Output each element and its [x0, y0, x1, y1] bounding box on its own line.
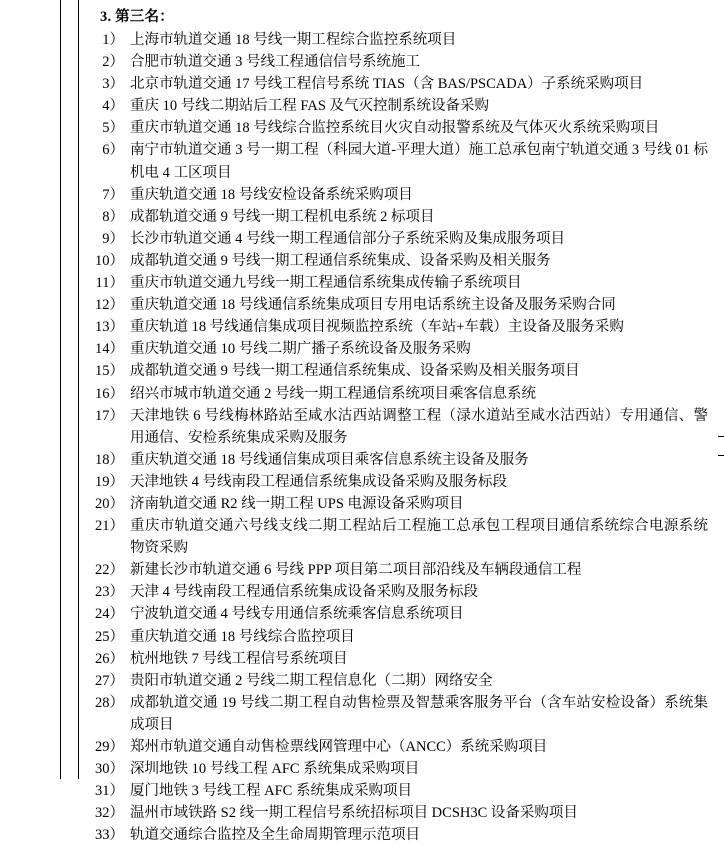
list-item [92, 139, 708, 183]
list-item [92, 603, 708, 625]
list-item-text: 天津地铁 4 号线南段工程通信系统集成设备采购及服务标段 [130, 473, 507, 490]
list-item [92, 692, 708, 736]
list-item-number: 6） [102, 142, 124, 159]
list-item [92, 405, 708, 449]
project-list [92, 29, 708, 846]
page-border-inner [78, 0, 79, 779]
list-item-number: 16） [95, 385, 124, 402]
list-item-number: 28） [95, 694, 124, 711]
margin-tick-bottom [718, 455, 724, 456]
list-item-number: 17） [95, 407, 124, 424]
list-item-number: 32） [95, 805, 124, 822]
list-item-text: 南宁市轨道交通 3 号一期工程（科园大道-平理大道）施工总承包南宁轨道交通 3 号线 01 标机电 4 工区项目 [130, 142, 708, 181]
list-item-number: 27） [95, 672, 124, 689]
list-item-text: 深圳地铁 10 号线工程 AFC 系统集成采购项目 [130, 761, 420, 778]
list-item [92, 670, 708, 692]
list-item [92, 802, 708, 824]
list-item-text: 新建长沙市轨道交通 6 号线 PPP 项目第二项目部沿线及车辆段通信工程 [130, 562, 582, 579]
list-item-text: 成都轨道交通 9 号线一期工程通信系统集成、设备采购及相关服务 [130, 252, 551, 269]
list-item-text: 绍兴市城市轨道交通 2 号线一期工程通信系统项目乘客信息系统 [130, 385, 536, 402]
list-item-number: 25） [95, 628, 124, 645]
list-item-text: 重庆市轨道交通九号线一期工程通信系统集成传输子系统项目 [130, 275, 522, 292]
list-item [92, 515, 708, 559]
list-item-number: 7） [102, 186, 124, 203]
list-item-text: 杭州地铁 7 号线工程信号系统项目 [130, 650, 348, 667]
list-item-number: 12） [95, 297, 124, 314]
list-item [92, 29, 708, 51]
list-item-number: 11） [95, 275, 124, 292]
list-item [92, 493, 708, 515]
list-item-number: 3） [102, 76, 124, 93]
list-item-number: 22） [95, 562, 124, 579]
list-item-number: 10） [95, 252, 124, 269]
list-item-number: 21） [95, 518, 124, 535]
list-item [92, 184, 708, 206]
list-item-text: 重庆轨道交通 18 号线综合监控项目 [130, 628, 355, 645]
list-item [92, 449, 708, 471]
list-item-text: 济南轨道交通 R2 线一期工程 UPS 电源设备采购项目 [130, 495, 464, 512]
list-item-number: 2） [102, 54, 124, 71]
list-item-number: 26） [95, 650, 124, 667]
section-heading: 3. 第三名： [100, 9, 174, 25]
list-item [92, 471, 708, 493]
list-item [92, 316, 708, 338]
list-item [92, 338, 708, 360]
list-item-text: 重庆市轨道交通 18 号线综合监控系统目火灾自动报警系统及气体灭火系统采购项目 [130, 120, 660, 137]
list-item [92, 383, 708, 405]
list-item-text: 温州市域铁路 S2 线一期工程信号系统招标项目 DCSH3C 设备采购项目 [130, 805, 578, 822]
list-item [92, 559, 708, 581]
list-item-text: 上海市轨道交通 18 号线一期工程综合监控系统项目 [130, 32, 457, 48]
list-item [92, 648, 708, 670]
list-item [92, 272, 708, 294]
list-item-text: 长沙市轨道交通 4 号线一期工程通信部分子系统采购及集成服务项目 [130, 230, 565, 247]
list-item [92, 736, 708, 758]
page-border-outer [60, 0, 61, 779]
list-item-text: 厦门地铁 3 号线工程 AFC 系统集成采购项目 [130, 783, 412, 800]
list-item-number: 29） [95, 739, 124, 755]
list-item [92, 581, 708, 603]
list-item [92, 824, 708, 846]
list-item-text: 郑州市轨道交通自动售检票线网管理中心（ANCC）系统采购项目 [130, 739, 548, 755]
list-item [92, 95, 708, 117]
list-item [92, 626, 708, 648]
list-item [92, 250, 708, 272]
list-item-number: 20） [95, 495, 124, 512]
list-item-text: 重庆市轨道交通六号线支线二期工程站后工程施工总承包工程项目通信系统综合电源系统物资采购 [130, 518, 708, 557]
list-item-number: 15） [95, 363, 124, 380]
list-item [92, 73, 708, 95]
list-item [92, 360, 708, 382]
list-item-number: 24） [95, 606, 124, 623]
list-item-number: 31） [95, 783, 124, 800]
list-item [92, 117, 708, 139]
list-item-text: 重庆轨道交通 18 号线通信系统集成项目专用电话系统主设备及服务采购合同 [130, 297, 616, 314]
list-item-text: 重庆 10 号线二期站后工程 FAS 及气灭控制系统设备采购 [130, 98, 490, 115]
list-item-text: 天津地铁 6 号线梅林路站至咸水沽西站调整工程（渌水道站至咸水沽西站）专用通信、警用通信、安检系统集成采购及服务 [130, 407, 708, 446]
list-item-number: 13） [95, 319, 124, 336]
list-item-number: 4） [102, 98, 124, 115]
list-item-text: 合肥市轨道交通 3 号线工程通信信号系统施工 [130, 54, 420, 71]
list-item-text: 重庆轨道交通 10 号线二期广播子系统设备及服务采购 [130, 341, 471, 358]
list-item-number: 14） [95, 341, 124, 358]
list-item [92, 51, 708, 73]
list-item-text: 重庆轨道交通 18 号线通信集成项目乘客信息系统主设备及服务 [130, 451, 529, 468]
list-item-text: 宁波轨道交通 4 号线专用通信系统乘客信息系统项目 [130, 606, 464, 623]
list-item-number: 18） [95, 451, 124, 468]
list-item-text: 成都轨道交通 19 号线二期工程自动售检票及智慧乘客服务平台（含车站安检设备）系统集成项目 [130, 694, 708, 733]
list-item-number: 5） [102, 120, 124, 137]
list-item [92, 206, 708, 228]
margin-tick-top [718, 436, 724, 437]
list-item-text: 成都轨道交通 9 号线一期工程通信系统集成、设备采购及相关服务项目 [130, 363, 580, 380]
list-item-text: 重庆轨道交通 18 号线安检设备系统采购项目 [130, 186, 413, 203]
list-item-text: 贵阳市轨道交通 2 号线二期工程信息化（二期）网络安全 [130, 672, 493, 689]
list-item-text: 天津 4 号线南段工程通信系统集成设备采购及服务标段 [130, 584, 478, 601]
list-item-number: 19） [95, 473, 124, 490]
list-item-number: 8） [102, 208, 124, 225]
list-item [92, 294, 708, 316]
list-item [92, 758, 708, 780]
list-item-text: 成都轨道交通 9 号线一期工程机电系统 2 标项目 [130, 208, 435, 225]
list-item-number: 1） [102, 32, 124, 48]
list-item-text: 轨道交通综合监控及全生命周期管理示范项目 [130, 827, 420, 844]
list-item-number: 23） [95, 584, 124, 601]
list-item [92, 228, 708, 250]
document-content [92, 6, 708, 846]
list-item-number: 33） [95, 827, 124, 844]
list-item-number: 30） [95, 761, 124, 778]
list-item-number: 9） [102, 230, 124, 247]
list-item-text: 重庆轨道 18 号线通信集成项目视频监控系统（车站+车载）主设备及服务采购 [130, 319, 624, 336]
list-item [92, 780, 708, 802]
list-item-text: 北京市轨道交通 17 号线工程信号系统 TIAS（含 BAS/PSCADA）子系统采购项目 [130, 76, 644, 93]
